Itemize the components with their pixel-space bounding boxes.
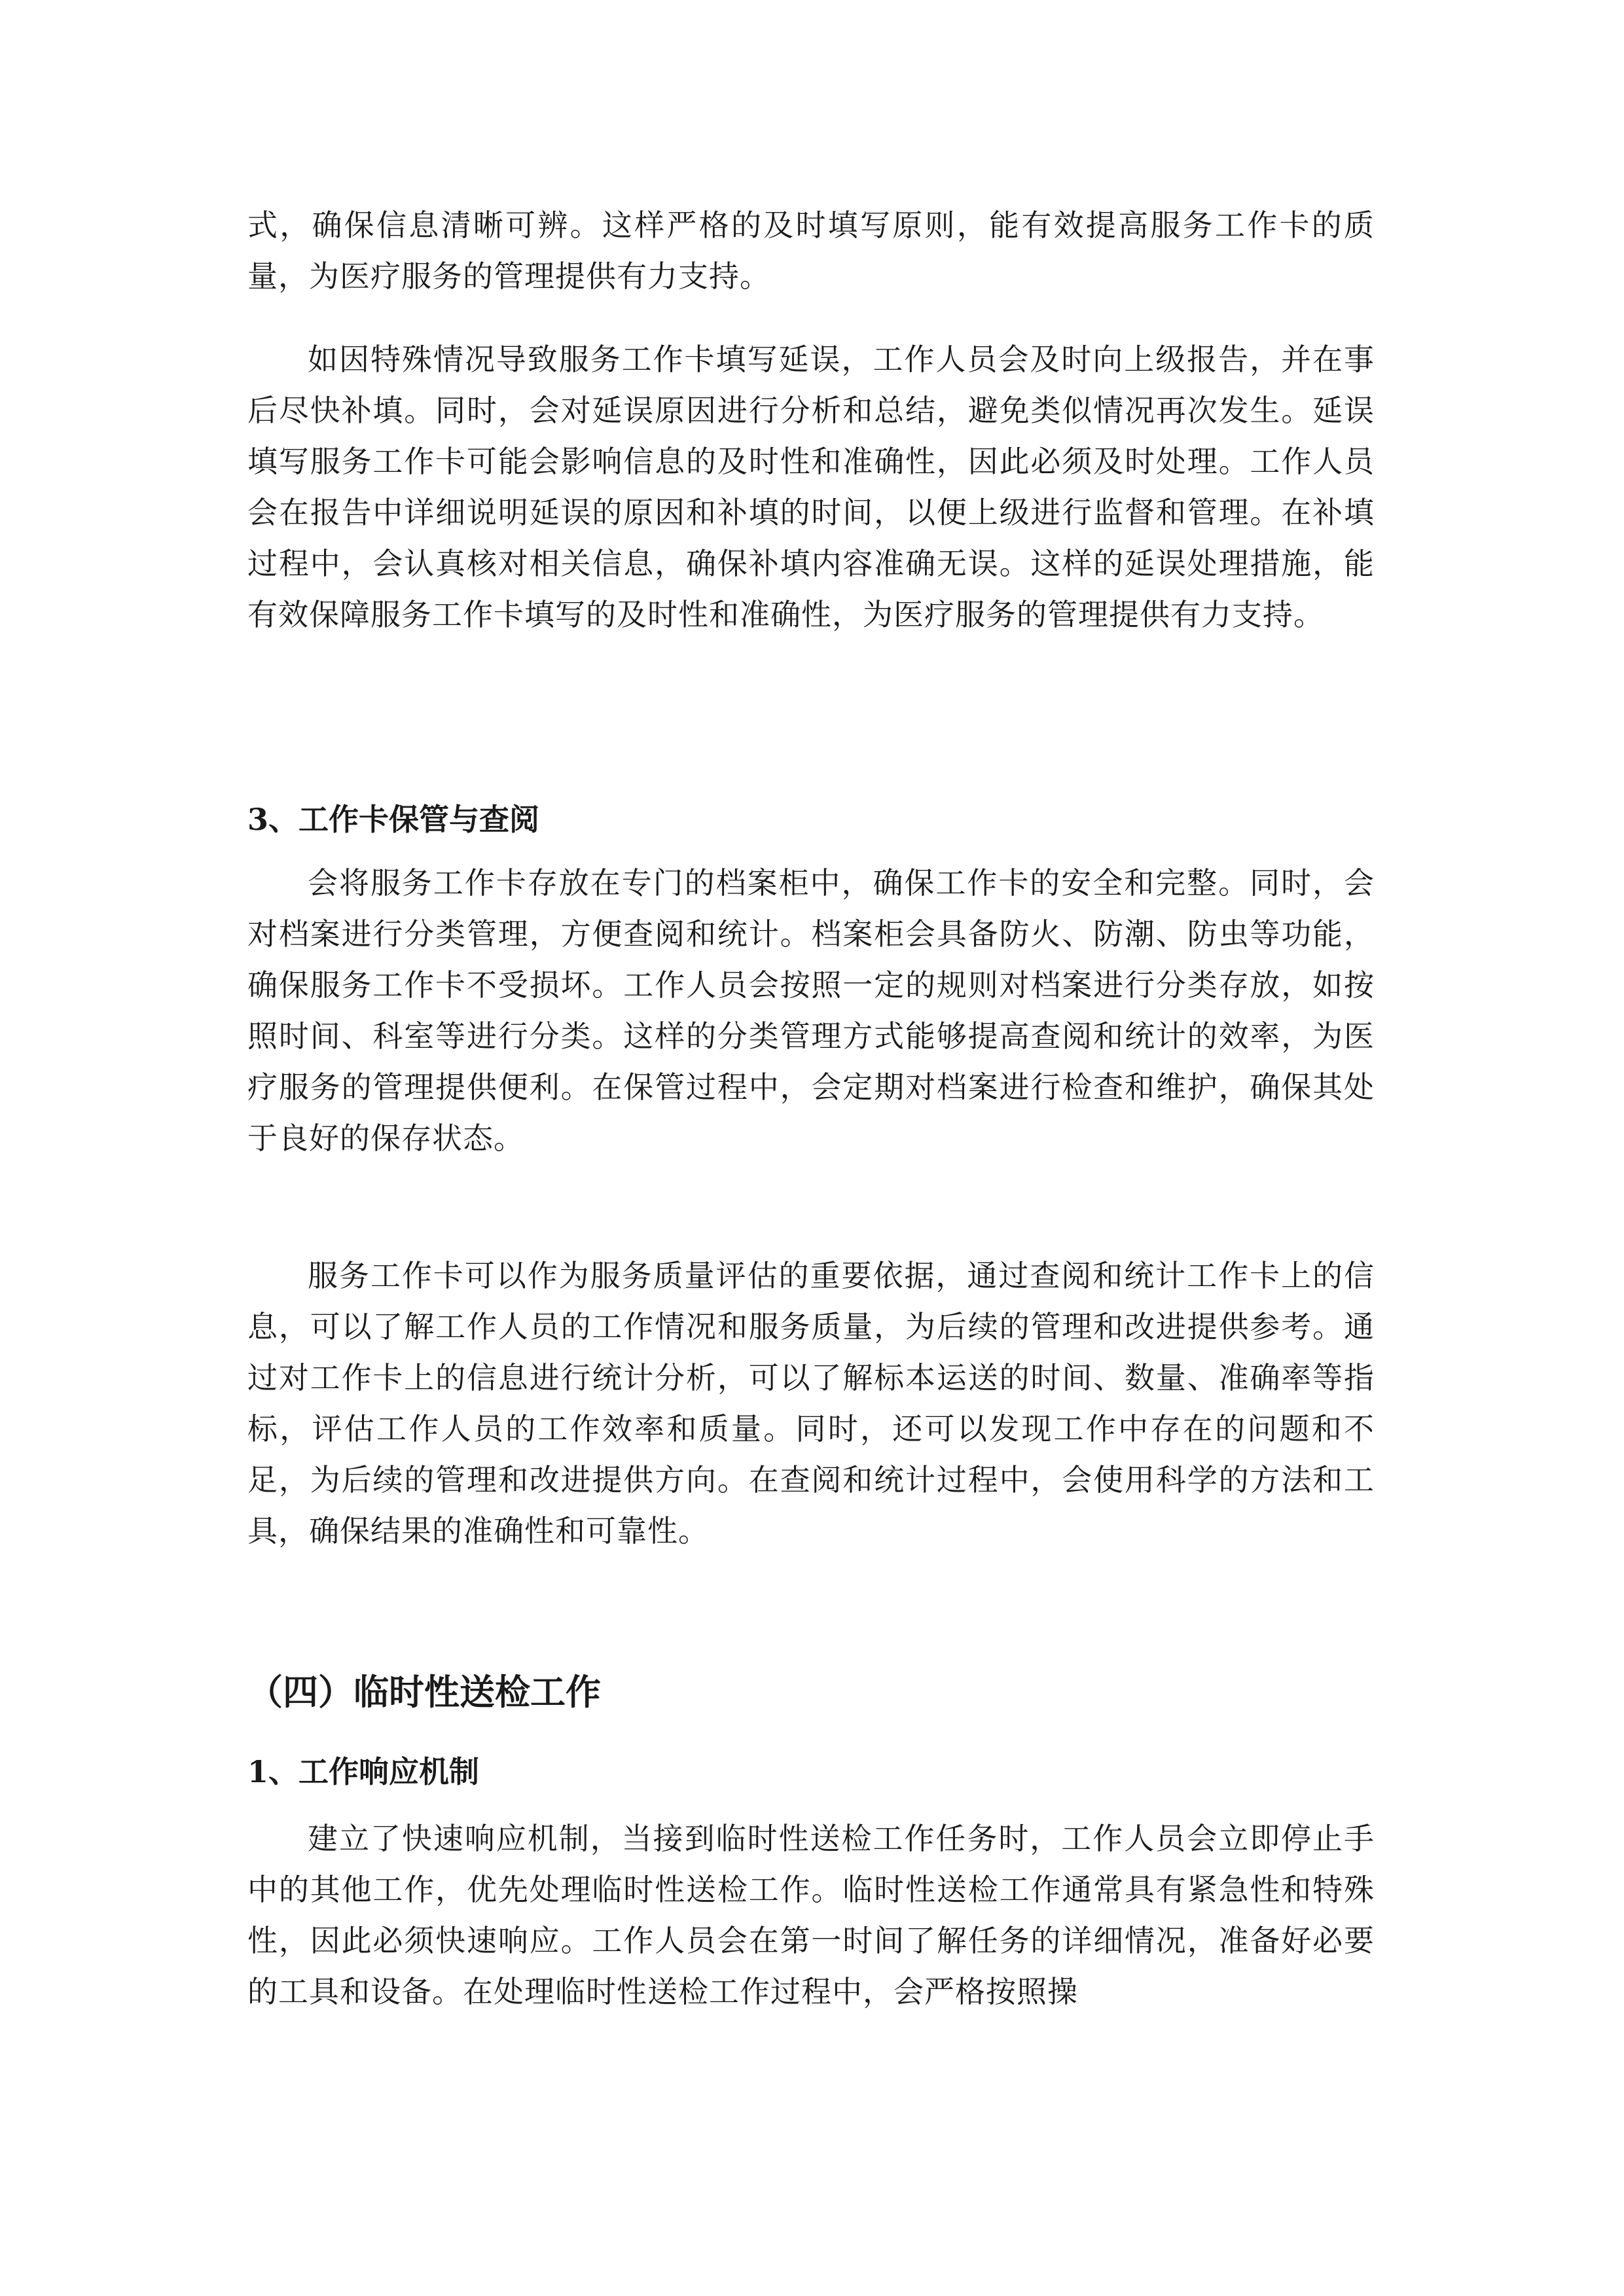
paragraph-response: 建立了快速响应机制，当接到临时性送检工作任务时，工作人员会立即停止手中的其他工作，优先处理临时性送检工作。临时性送检工作通常具有紧急性和特殊性，因此必须快速响应。工作人员会在第一时间了解任务的详细情况，准备好必要的工具和设备。在处理临时性送检工作过程中，会严格按照操 xyxy=(247,1821,1375,2009)
paragraph-continuation: 式，确保信息清晰可辨。这样严格的及时填写原则，能有效提高服务工作卡的质量，为医疗服务的管理提供有力支持。 xyxy=(247,207,1375,294)
paragraph-quality-evaluation: 服务工作卡可以作为服务质量评估的重要依据，通过查阅和统计工作卡上的信息，可以了解工作人员的工作情况和服务质量，为后续的管理和改进提供参考。通过对工作卡上的信息进行统计分析，可以了解标本运送的时间、数量、准确率等指标，评估工作人员的工作效率和质量。同时，还可以发现工作中存在的问题和不足，为后续的管理和改进提供方向。在查阅和统计过程中，会使用科学的方法和工具，确保结果的准确性和可靠性。 xyxy=(247,1258,1375,1549)
section-heading-response-mechanism: 1、工作响应机制 xyxy=(247,1754,480,1789)
paragraph-delay-handling: 如因特殊情况导致服务工作卡填写延误，工作人员会及时向上级报告，并在事后尽快补填。同时，会对延误原因进行分析和总结，避免类似情况再次发生。延误填写服务工作卡可能会影响信息的及时性和准确性，因此必须及时处理。工作人员会在报告中详细说明延误的原因和补填的时间，以便上级进行监督和管理。在补填过程中，会认真核对相关信息，确保补填内容准确无误。这样的延误处理措施，能有效保障服务工作卡填写的及时性和准确性，为医疗服务的管理提供有力支持。 xyxy=(247,342,1375,632)
section-heading-card-storage: 3、工作卡保管与查阅 xyxy=(247,802,540,837)
section-heading-temporary-inspection: （四）临时性送检工作 xyxy=(247,1671,601,1713)
paragraph-storage: 会将服务工作卡存放在专门的档案柜中，确保工作卡的安全和完整。同时，会对档案进行分类管理，方便查阅和统计。档案柜会具备防火、防潮、防虫等功能，确保服务工作卡不受损坏。工作人员会按照一定的规则对档案进行分类存放，如按照时间、科室等进行分类。这样的分类管理方式能够提高查阅和统计的效率，为医疗服务的管理提供便利。在保管过程中，会定期对档案进行检查和维护，确保其处于良好的保存状态。 xyxy=(247,865,1375,1156)
